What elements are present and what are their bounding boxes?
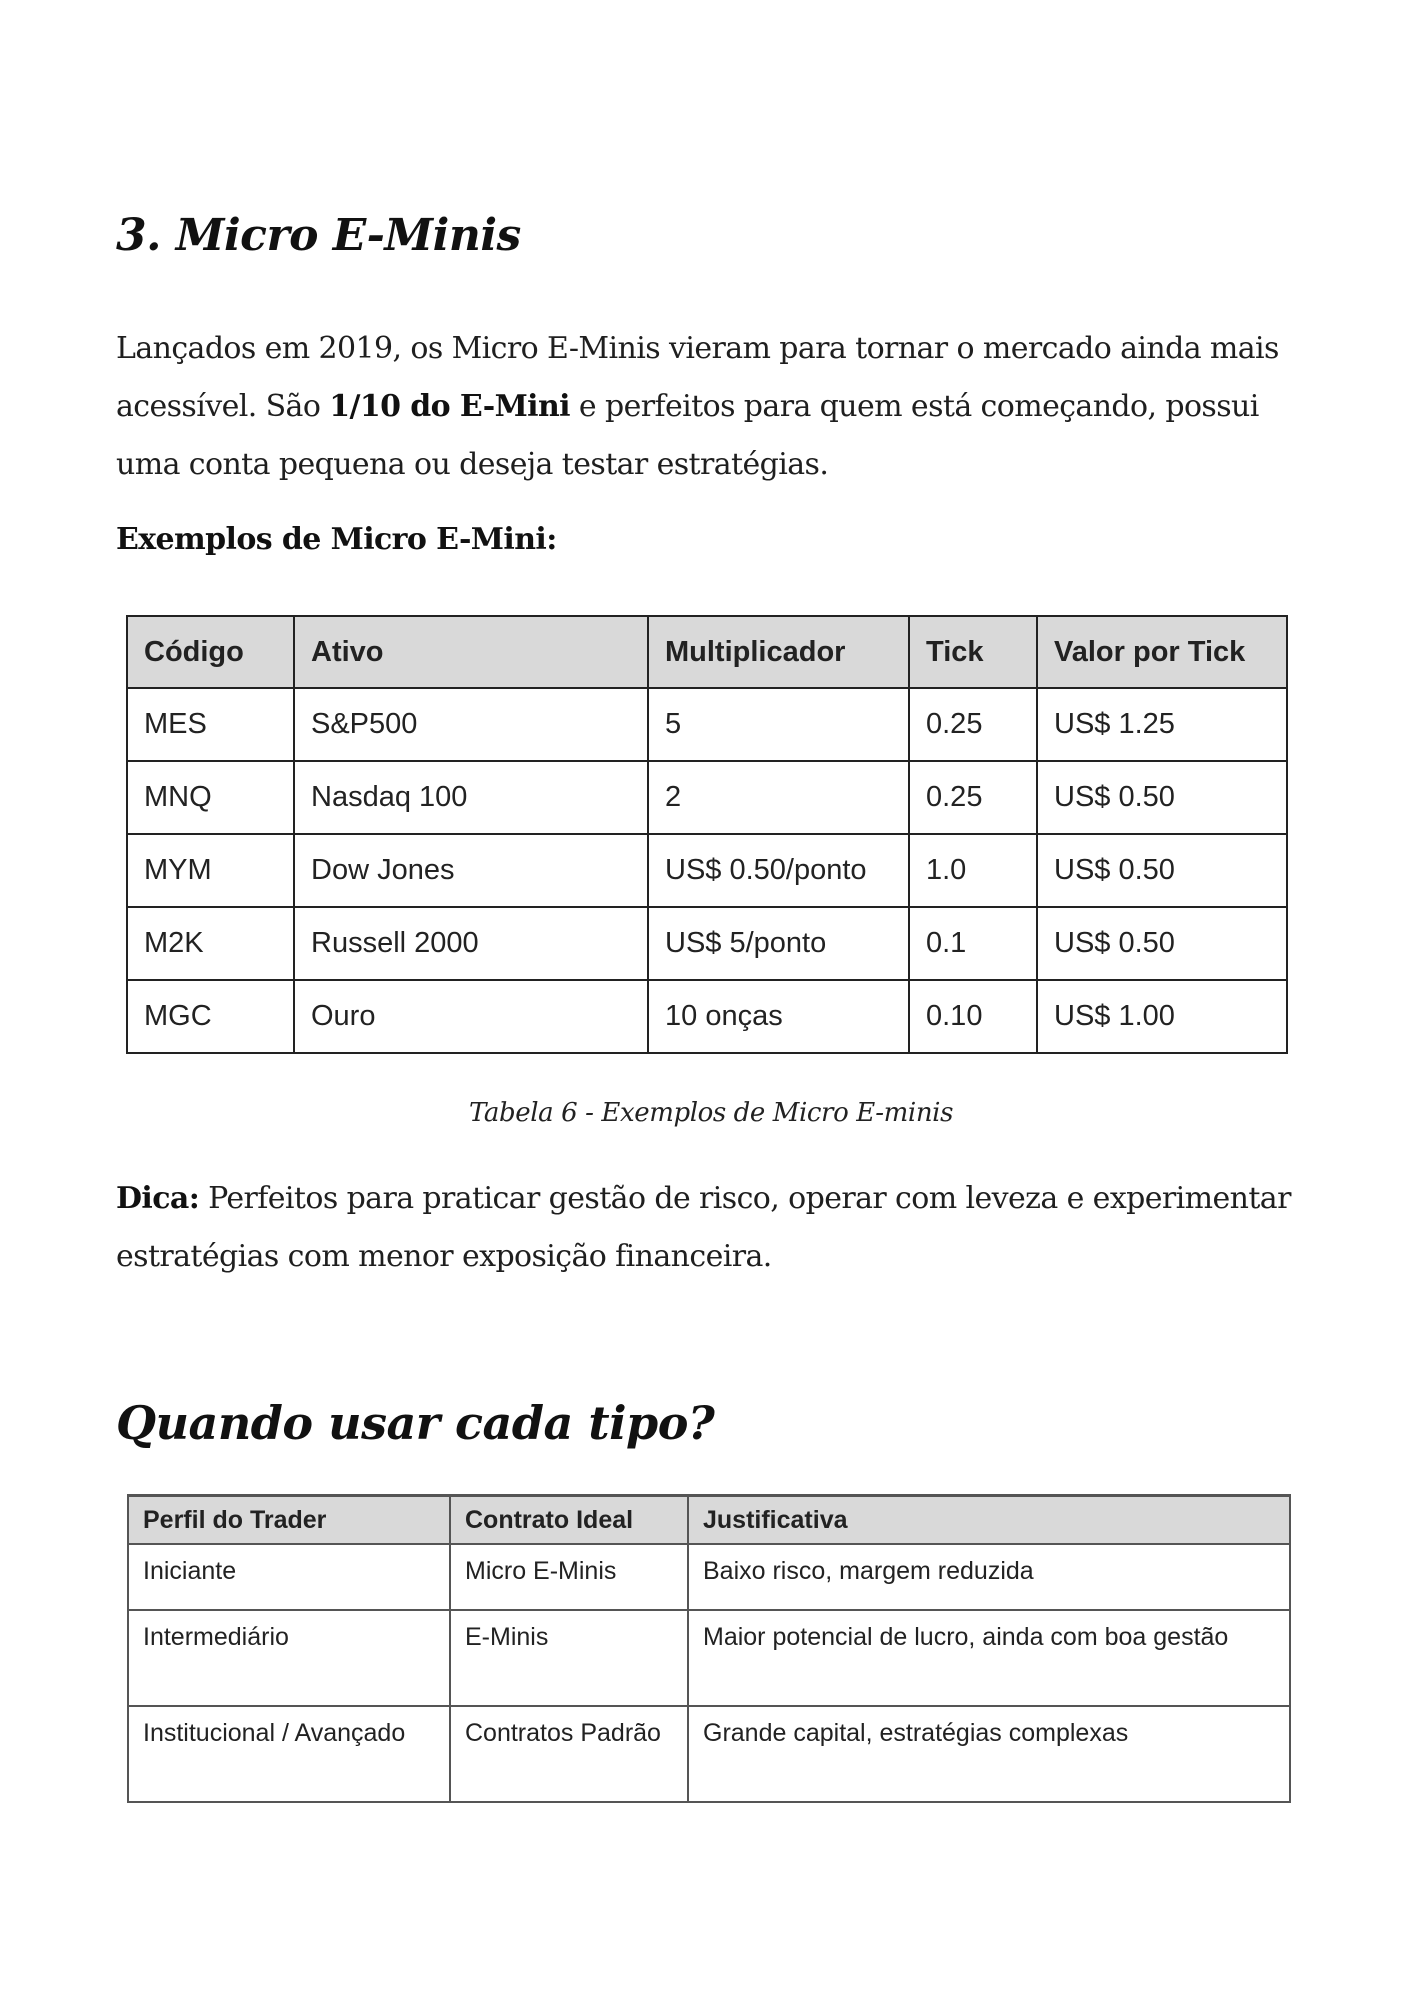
table-cell: MGC [127, 980, 294, 1053]
table-row [128, 1706, 1290, 1802]
trader-profile-table [127, 1494, 1291, 1803]
table-cell: 0.25 [909, 761, 1037, 834]
table-row [128, 1610, 1290, 1706]
table-cell: MNQ [127, 761, 294, 834]
table-cell: Grande capital, estratégias complexas [688, 1706, 1290, 1802]
table-header-row [127, 616, 1287, 688]
table-cell: Baixo risco, margem reduzida [688, 1544, 1290, 1610]
column-header: Ativo [294, 616, 648, 688]
table-cell: Institucional / Avançado [128, 1706, 450, 1802]
table-cell: US$ 5/ponto [648, 907, 909, 980]
table-cell: Iniciante [128, 1544, 450, 1610]
column-header: Contrato Ideal [450, 1496, 688, 1545]
column-header: Tick [909, 616, 1037, 688]
section-title-micro-e-minis: 3. Micro E-Minis [116, 210, 521, 261]
column-header: Perfil do Trader [128, 1496, 450, 1545]
table-cell: US$ 0.50 [1037, 834, 1287, 907]
table-cell: Contratos Padrão [450, 1706, 688, 1802]
table-cell: Nasdaq 100 [294, 761, 648, 834]
section-title-quando-usar: Quando usar cada tipo? [116, 1396, 715, 1450]
column-header: Valor por Tick [1037, 616, 1287, 688]
table-row [127, 980, 1287, 1053]
table-cell: US$ 1.00 [1037, 980, 1287, 1053]
column-header: Multiplicador [648, 616, 909, 688]
table-caption: Tabela 6 - Exemplos de Micro E-minis [468, 1098, 954, 1128]
table-row [127, 907, 1287, 980]
table-cell: Maior potencial de lucro, ainda com boa gestão [688, 1610, 1290, 1706]
intro-text-bold: 1/10 do E-Mini [329, 389, 570, 424]
table-cell: Dow Jones [294, 834, 648, 907]
table-cell: 0.25 [909, 688, 1037, 761]
table-row [128, 1544, 1290, 1610]
table-cell: MES [127, 688, 294, 761]
table-header-row [128, 1496, 1290, 1545]
tip-paragraph [116, 1170, 1306, 1286]
table-cell: M2K [127, 907, 294, 980]
table-row [127, 834, 1287, 907]
table-cell: Russell 2000 [294, 907, 648, 980]
table-cell: E-Minis [450, 1610, 688, 1706]
table-cell: US$ 0.50 [1037, 761, 1287, 834]
examples-heading: Exemplos de Micro E-Mini: [116, 522, 557, 557]
table-cell: 0.10 [909, 980, 1037, 1053]
table-cell: Ouro [294, 980, 648, 1053]
table-cell: Intermediário [128, 1610, 450, 1706]
table-cell: 10 onças [648, 980, 909, 1053]
micro-e-minis-table [126, 615, 1288, 1054]
tip-label: Dica: [116, 1181, 200, 1216]
table-cell: Micro E-Minis [450, 1544, 688, 1610]
column-header: Justificativa [688, 1496, 1290, 1545]
table-row [127, 761, 1287, 834]
table-cell: MYM [127, 834, 294, 907]
table-cell: US$ 0.50/ponto [648, 834, 909, 907]
intro-text-end: e perfeitos para quem está começando, possui uma conta pequena ou deseja testar estratégias. [116, 389, 1259, 482]
table-cell: 1.0 [909, 834, 1037, 907]
table-cell: S&P500 [294, 688, 648, 761]
column-header: Código [127, 616, 294, 688]
table-cell: 5 [648, 688, 909, 761]
table-cell: 2 [648, 761, 909, 834]
intro-text-start: Lançados em 2019, os Micro E-Minis vieram para tornar o mercado ainda mais acessível. São [116, 331, 1279, 424]
table-cell: US$ 0.50 [1037, 907, 1287, 980]
intro-paragraph [116, 320, 1306, 494]
tip-text: Perfeitos para praticar gestão de risco, operar com leveza e experimentar estratégias com menor exposição financeira. [116, 1181, 1291, 1274]
table-row [127, 688, 1287, 761]
table-cell: US$ 1.25 [1037, 688, 1287, 761]
table-cell: 0.1 [909, 907, 1037, 980]
